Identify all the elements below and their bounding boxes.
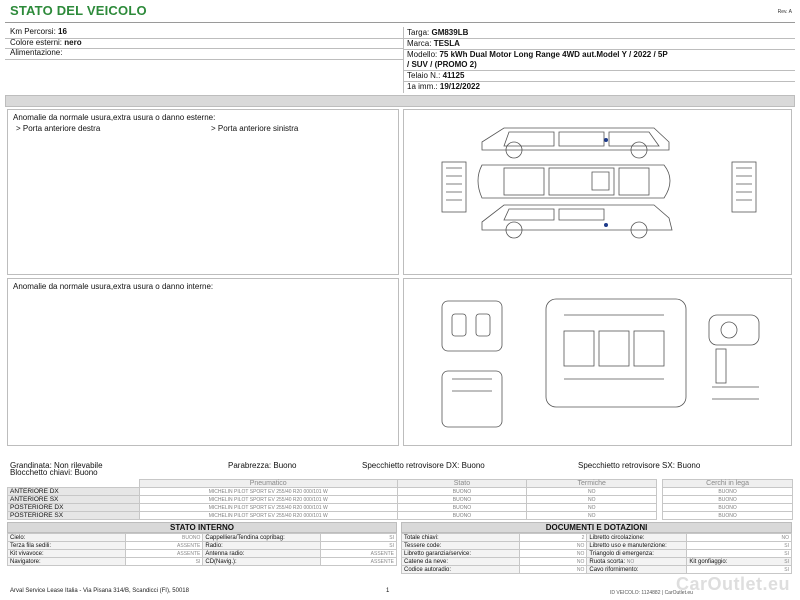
interior-cabin-plan (546, 299, 686, 407)
doc-key-spare: Ruota scorta: (589, 558, 626, 565)
tyre-model: MICHELIN PILOT SPORT EV 255/40 R20 000/101 W (139, 496, 397, 504)
model-label: Modello: (407, 50, 438, 59)
tyre-rims: BUONO (663, 512, 793, 520)
internal-key: CD(Navig.): (203, 558, 321, 566)
brand-field (407, 39, 460, 49)
color-value: nero (64, 38, 82, 47)
tyre-state: BUONO (397, 488, 527, 496)
internal-key: Navigatore: (8, 558, 126, 566)
table-row (402, 550, 792, 558)
tyre-rims: BUONO (663, 504, 793, 512)
tyre-state: BUONO (397, 512, 527, 520)
tyre-model: MICHELIN PILOT SPORT EV 255/40 R20 000/101 W (139, 488, 397, 496)
car-front-view (442, 162, 466, 212)
row-line (5, 48, 403, 49)
doc-value-spare: NO (626, 558, 635, 565)
col-rims: Cerchi in lega (663, 480, 793, 488)
section-band (5, 95, 795, 107)
table-row (8, 512, 793, 520)
keys-field (10, 468, 98, 478)
exterior-diagram-panel (403, 109, 792, 275)
table-row (8, 542, 397, 550)
registration-value: 19/12/2022 (439, 82, 480, 91)
internal-key: Cappelliera/Tendina copribag: (203, 534, 321, 542)
row-line (403, 38, 795, 39)
internal-key: Kit vivavoce: (8, 550, 126, 558)
table-row (402, 566, 792, 574)
interior-rear-seats (442, 371, 502, 427)
brand-value: TESLA (433, 39, 460, 48)
doc-key: Libretto uso e manutenzione: (587, 542, 687, 550)
frame-value: 41125 (442, 71, 465, 80)
doc-key (587, 558, 687, 566)
frame-field (407, 71, 464, 81)
mirror-dx-field (362, 461, 485, 471)
plate-label: Targa: (407, 28, 430, 37)
tyres-table (7, 479, 793, 520)
mirror-sx-label: Specchietto retrovisore SX: (578, 461, 675, 470)
doc-value: NO (519, 550, 587, 558)
watermark: CarOutlet.eu (675, 574, 790, 594)
km-label: Km Percorsi: (10, 27, 56, 36)
documents-table (401, 533, 792, 574)
tyre-state: BUONO (397, 496, 527, 504)
page-title: STATO DEL VEICOLO (10, 3, 147, 18)
doc-value: SI (687, 550, 792, 558)
internal-key: Cielo: (8, 534, 126, 542)
header-divider (5, 22, 795, 23)
table-row (402, 534, 792, 542)
mirror-sx-value: Buono (677, 461, 701, 470)
tyre-state: BUONO (397, 504, 527, 512)
tyre-thermal: NO (527, 504, 657, 512)
car-exterior-diagram (404, 110, 793, 276)
exterior-item: > Porta anteriore destra (16, 124, 101, 133)
col-state: Stato (397, 480, 527, 488)
doc-value-inflate: SI (784, 558, 789, 565)
table-row (8, 488, 793, 496)
tyre-thermal: NO (527, 496, 657, 504)
registration-label: 1a imm.: (407, 82, 438, 91)
doc-key: Cavo rifornimento: (587, 566, 687, 574)
model-value-cont: / SUV / (PROMO 2) (407, 60, 477, 69)
internal-state-table (7, 533, 397, 566)
fuel-field (10, 48, 62, 58)
exterior-item: > Porta anteriore sinistra (211, 124, 299, 133)
fields-divider (403, 27, 404, 93)
doc-value: NO (687, 534, 792, 542)
km-value: 16 (58, 27, 67, 36)
internal-value: ASSENTE (125, 550, 203, 558)
color-field (10, 38, 82, 48)
table-row (8, 558, 397, 566)
brand-label: Marca: (407, 39, 432, 48)
row-line (5, 59, 403, 60)
internal-value: SI (321, 542, 397, 550)
internal-key: Terza fila sedili: (8, 542, 126, 550)
tyre-model: MICHELIN PILOT SPORT EV 255/40 R20 000/101 W (139, 504, 397, 512)
tyre-thermal: NO (527, 512, 657, 520)
car-interior-diagram (404, 279, 793, 447)
doc-value: SI (687, 566, 792, 574)
internal-value: ASSENTE (125, 542, 203, 550)
fuel-label: Alimentazione: (10, 48, 63, 57)
tyre-position: ANTERIORE SX (8, 496, 140, 504)
doc-key: Libretto circolazione: (587, 534, 687, 542)
frame-label: Telaio N.: (407, 71, 441, 80)
doc-key: Codice autoradio: (402, 566, 520, 574)
hail-value: Non rilevabile (54, 461, 103, 470)
table-row (8, 534, 397, 542)
table-row (8, 504, 793, 512)
table-row (402, 542, 792, 550)
registration-field (407, 82, 480, 92)
km-field (10, 27, 67, 37)
tyres-header-row (8, 480, 793, 488)
interior-damage-panel (7, 278, 399, 446)
internal-value: SI (321, 534, 397, 542)
table-row (8, 550, 397, 558)
car-side-view (482, 205, 672, 238)
interior-dashboard (709, 315, 759, 399)
doc-value: NO (519, 558, 587, 566)
tyre-position: POSTERIORE SX (8, 512, 140, 520)
tyre-rims: BUONO (663, 488, 793, 496)
model-value: 75 kWh Dual Motor Long Range 4WD aut.Model Y / 2022 / 5P (439, 50, 668, 59)
plate-field (407, 28, 468, 38)
doc-value: SI (687, 542, 792, 550)
page-number: 1 (386, 588, 390, 594)
exterior-title: Anomalie da normale usura,extra usura o danno esterne: (13, 113, 216, 122)
tyre-position: ANTERIORE DX (8, 488, 140, 496)
tyre-rims: BUONO (663, 496, 793, 504)
color-label: Colore esterni: (10, 38, 63, 47)
doc-key: Catene da neve: (402, 558, 520, 566)
mirror-dx-value: Buono (461, 461, 485, 470)
doc-key: Triangolo di emergenza: (587, 550, 687, 558)
interior-front-seats (442, 301, 502, 351)
col-thermal: Termiche (527, 480, 657, 488)
windshield-field (228, 461, 297, 471)
internal-value: BUONO (125, 534, 203, 542)
doc-key: Tessere code: (402, 542, 520, 550)
table-row (402, 558, 792, 566)
doc-key: Libretto garanzia/service: (402, 550, 520, 558)
mirror-sx-field (578, 461, 700, 471)
interior-diagram-panel (403, 278, 792, 446)
model-field (407, 50, 668, 60)
mirror-dx-label: Specchietto retrovisore DX: (362, 461, 460, 470)
internal-value: SI (125, 558, 203, 566)
watermark-id: ID VEICOLO: 1124882 | CarOutlet.eu (610, 590, 693, 596)
revision-label: Rev. A (777, 9, 792, 15)
internal-state-title: STATO INTERNO (7, 522, 397, 533)
tyre-position: POSTERIORE DX (8, 504, 140, 512)
doc-value: NO (519, 542, 587, 550)
keys-label: Blocchetto chiavi: (10, 468, 73, 477)
doc-key-inflate: Kit gonfiaggio: (689, 558, 728, 565)
internal-key: Antenna radio: (203, 550, 321, 558)
windshield-value: Buono (273, 461, 297, 470)
model-field-cont (407, 60, 477, 70)
car-top-view (482, 128, 669, 158)
windshield-label: Parabrezza: (228, 461, 272, 470)
keys-value: Buono (74, 468, 98, 477)
car-plan-view (478, 165, 670, 198)
doc-key: Totale chiavi: (402, 534, 520, 542)
doc-value: 2 (519, 534, 587, 542)
car-rear-view (732, 162, 756, 212)
hail-label: Grandinata: (10, 461, 52, 470)
tyre-model: MICHELIN PILOT SPORT EV 255/40 R20 000/101 W (139, 512, 397, 520)
tyre-thermal: NO (527, 488, 657, 496)
doc-key (687, 558, 792, 566)
col-tyre: Pneumatico (139, 480, 397, 488)
footer-company: Arval Service Lease Italia - Via Pisana 314/B, Scandicci (FI), 50018 (10, 588, 189, 594)
table-row (8, 496, 793, 504)
internal-key: Radio: (203, 542, 321, 550)
interior-title: Anomalie da normale usura,extra usura o danno interne: (13, 282, 214, 291)
doc-value: NO (519, 566, 587, 574)
table-corner (8, 480, 140, 488)
exterior-damage-panel (7, 109, 399, 275)
documents-title: DOCUMENTI E DOTAZIONI (401, 522, 792, 533)
internal-value: ASSENTE (321, 558, 397, 566)
plate-value: GM839LB (431, 28, 469, 37)
internal-value: ASSENTE (321, 550, 397, 558)
